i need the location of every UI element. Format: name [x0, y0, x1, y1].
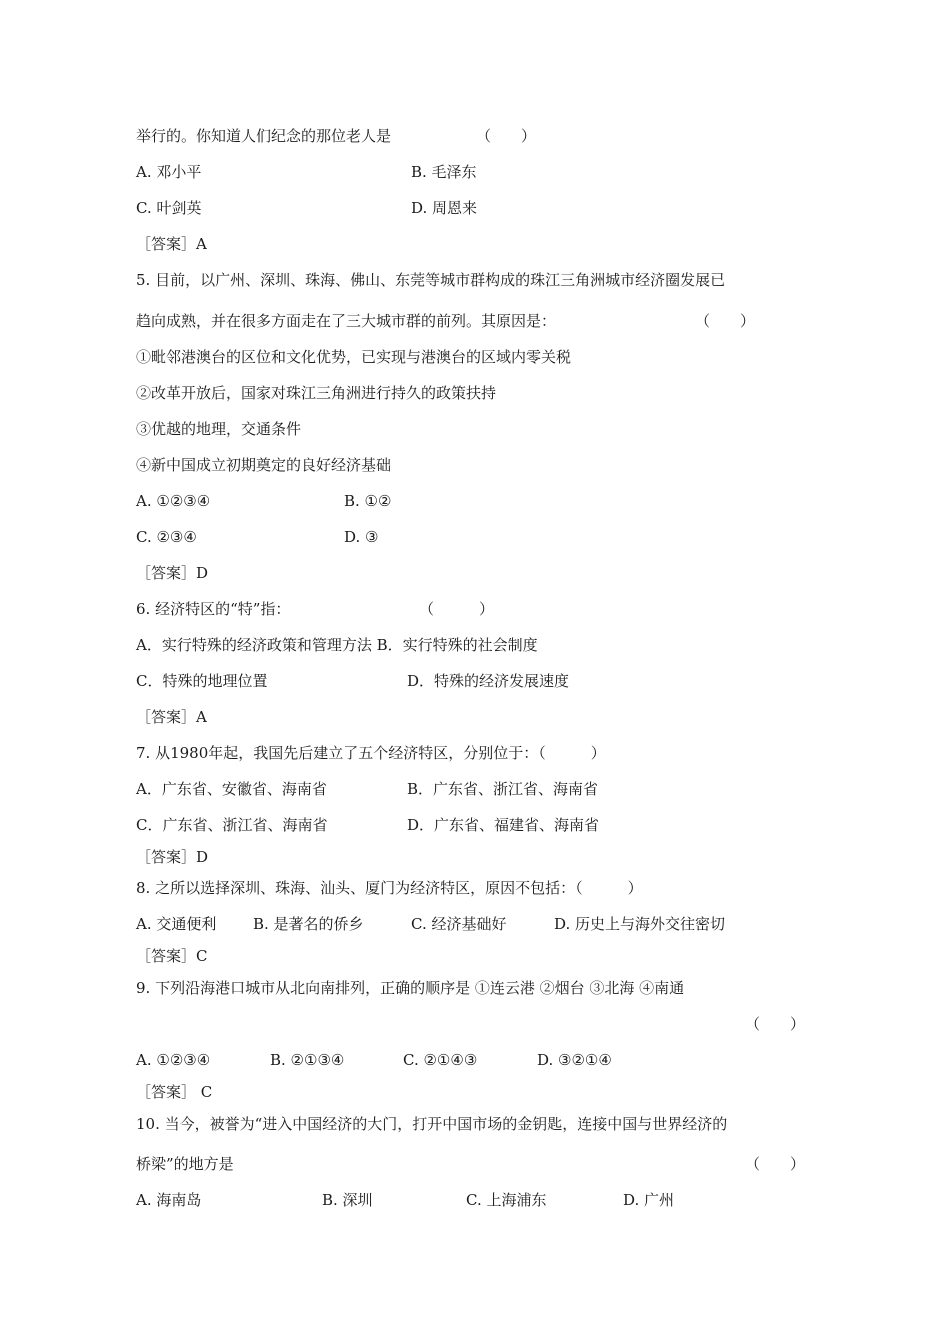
q5-option-b: B. ①②: [344, 492, 392, 510]
q9-option-b: B. ②①③④: [270, 1051, 345, 1069]
q8-answer: ［答案］C: [136, 947, 208, 965]
q4-answer-paren: （ ）: [476, 127, 537, 145]
q10-option-c: C. 上海浦东: [466, 1191, 547, 1209]
q9-option-d: D. ③②①④: [537, 1051, 612, 1069]
q10-stem-line2: 桥梁”的地方是: [136, 1155, 234, 1173]
q7-option-b: B．广东省、浙江省、海南省: [407, 780, 599, 798]
q4-answer: ［答案］A: [136, 235, 207, 253]
q10-option-d: D. 广州: [623, 1191, 675, 1209]
q7-stem: 7. 从1980年起，我国先后建立了五个经济特区，分别位于：（ ）: [136, 744, 606, 762]
q7-option-c: C．广东省、浙江省、海南省: [136, 816, 328, 834]
q5-item-4: ④新中国成立初期奠定的良好经济基础: [136, 456, 392, 474]
q8-option-a: A. 交通便利: [136, 915, 217, 933]
q7-answer: ［答案］D: [136, 848, 209, 866]
q7-option-a: A．广东省、安徽省、海南省: [136, 780, 327, 798]
q8-option-d: D. 历史上与海外交往密切: [554, 915, 726, 933]
q5-item-2: ②改革开放后，国家对珠江三角洲进行持久的政策扶持: [136, 384, 497, 402]
q4-option-b: B. 毛泽东: [411, 163, 477, 181]
q10-option-a: A. 海南岛: [136, 1191, 202, 1209]
q5-stem-line1: 5. 目前，以广州、深圳、珠海、佛山、东莞等城市群构成的珠江三角洲城市经济圈发展已: [136, 271, 726, 289]
q4-option-a: A. 邓小平: [136, 163, 202, 181]
q10-stem-line1: 10. 当今，被誉为“进入中国经济的大门，打开中国市场的金钥匙，连接中国与世界经济的: [136, 1115, 728, 1133]
q9-stem: 9. 下列沿海港口城市从北向南排列，正确的顺序是 ①连云港 ②烟台 ③北海 ④南通: [136, 979, 685, 997]
q6-option-d: D．特殊的经济发展速度: [407, 672, 570, 690]
q6-answer-paren: （ ）: [419, 600, 495, 618]
q4-option-c: C. 叶剑英: [136, 199, 202, 217]
q5-answer-paren: （ ）: [695, 312, 756, 330]
q5-option-d: D. ③: [344, 528, 379, 546]
q5-option-a: A. ①②③④: [136, 492, 211, 510]
q5-item-1: ①毗邻港澳台的区位和文化优势，已实现与港澳台的区域内零关税: [136, 348, 572, 366]
q5-option-c: C. ②③④: [136, 528, 197, 546]
q8-option-b: B. 是著名的侨乡: [253, 915, 364, 933]
q6-answer: ［答案］A: [136, 708, 207, 726]
q9-option-c: C. ②①④③: [403, 1051, 478, 1069]
q7-option-d: D．广东省、福建省、海南省: [407, 816, 600, 834]
q9-option-a: A. ①②③④: [136, 1051, 211, 1069]
q5-item-3: ③优越的地理，交通条件: [136, 420, 302, 438]
q5-answer: ［答案］D: [136, 564, 209, 582]
q10-answer-paren: （ ）: [745, 1155, 806, 1173]
q5-stem-line2: 趋向成熟，并在很多方面走在了三大城市群的前列。其原因是：: [136, 312, 557, 330]
q6-option-ab: A．实行特殊的经济政策和管理方法 B．实行特殊的社会制度: [136, 636, 538, 654]
q8-stem: 8. 之所以选择深圳、珠海、汕头、厦门为经济特区，原因不包括：（ ）: [136, 879, 643, 897]
q9-answer-paren: （ ）: [745, 1015, 806, 1033]
q6-stem: 6. 经济特区的“特”指：: [136, 600, 291, 618]
q8-option-c: C. 经济基础好: [411, 915, 507, 933]
q9-answer: ［答案］ C: [136, 1083, 213, 1101]
q4-option-d: D. 周恩来: [411, 199, 478, 217]
q6-option-c: C．特殊的地理位置: [136, 672, 268, 690]
q10-option-b: B. 深圳: [322, 1191, 373, 1209]
q4-stem-tail: 举行的。你知道人们纪念的那位老人是: [136, 127, 392, 145]
